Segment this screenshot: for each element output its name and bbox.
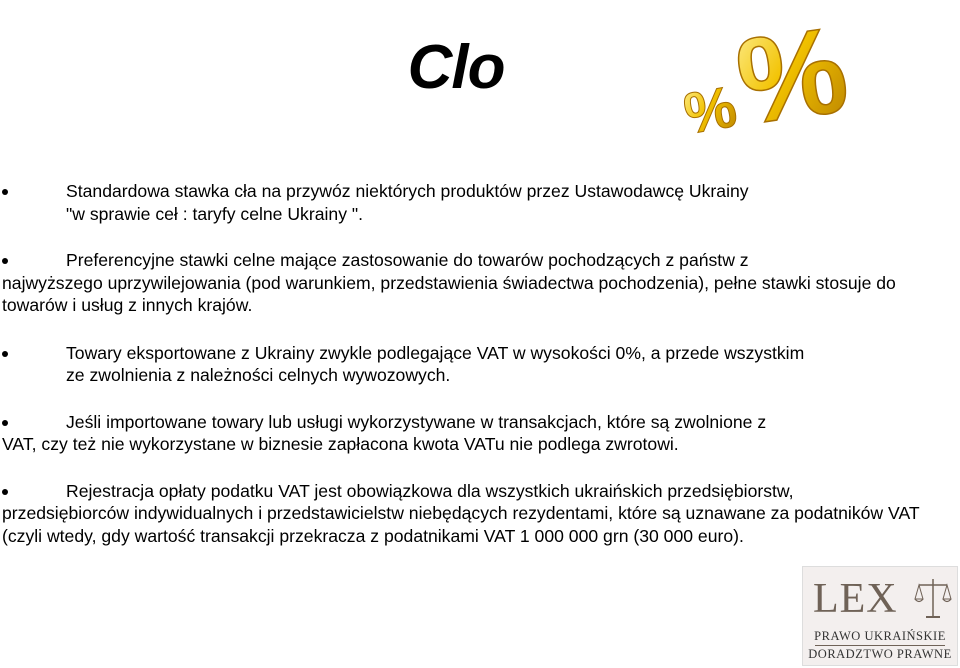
list-item	[2, 342, 947, 387]
bullet-dot-icon	[2, 189, 8, 195]
list-item	[2, 480, 927, 548]
lex-logo	[802, 566, 958, 666]
bullet-text-line: Rejestracja opłaty podatku VAT jest obowiązkowa dla wszystkich ukraińskich przedsiębiorstw,	[66, 480, 794, 501]
bullet-text-continuation: "w sprawie ceł : taryfy celne Ukrainy ".	[66, 203, 364, 224]
list-item	[2, 249, 947, 317]
list-item	[2, 180, 947, 225]
bullet-text-continuation: najwyższego uprzywilejowania (pod warunkiem, przedstawienia świadectwa pochodzenia), pełne stawki stosuje do towarów i usług z innych krajów.	[2, 272, 896, 315]
svg-text:%: %	[679, 74, 742, 147]
percent-sign-graphic	[679, 0, 856, 151]
bullet-text-line: Standardowa stawka cła na przywóz niektórych produktów przez Ustawodawcę Ukrainy	[66, 181, 749, 201]
bullet-dot-icon	[2, 351, 8, 357]
bullet-text-continuation: ze zwolnienia z należności celnych wywozowych.	[66, 365, 451, 385]
bullet-dot-icon	[2, 258, 8, 264]
bullet-text-continuation: przedsiębiorców indywidualnych i przedstawicielstw niebędących rezydentami, które są uznawane za podatników VAT (czyli wtedy, gdy wartość transakcji przekracza z podatnikami VAT 1 000 000 grn (30 000 euro).	[2, 503, 920, 546]
list-item	[2, 411, 947, 456]
bullet-text-line: Towary eksportowane z Ukrainy zwykle podlegające VAT w wysokości 0%, a przede wszystkim	[66, 342, 805, 363]
bullet-dot-icon	[2, 420, 8, 426]
slide-title: Clo	[407, 33, 505, 102]
bullet-text-continuation: VAT, czy też nie wykorzystane w biznesie zapłacona kwota VATu nie podlega zwrotowi.	[2, 434, 679, 454]
logo-divider	[815, 645, 945, 646]
bullet-list	[2, 180, 947, 569]
scales-of-justice-icon	[913, 573, 953, 623]
bullet-text-line: Preferencyjne stawki celne mające zastosowanie do towarów pochodzących z państw z	[66, 250, 749, 270]
logo-tagline-1: PRAWO UKRAIŃSKIE	[814, 629, 946, 643]
svg-text:%: %	[728, 0, 856, 151]
logo-tagline-2: DORADZTWO PRAWNE	[808, 647, 952, 661]
logo-name: LEX	[813, 576, 898, 622]
bullet-text-line: Jeśli importowane towary lub usługi wykorzystywane w transakcjach, które są zwolnione z	[66, 411, 767, 432]
bullet-dot-icon	[2, 489, 8, 495]
